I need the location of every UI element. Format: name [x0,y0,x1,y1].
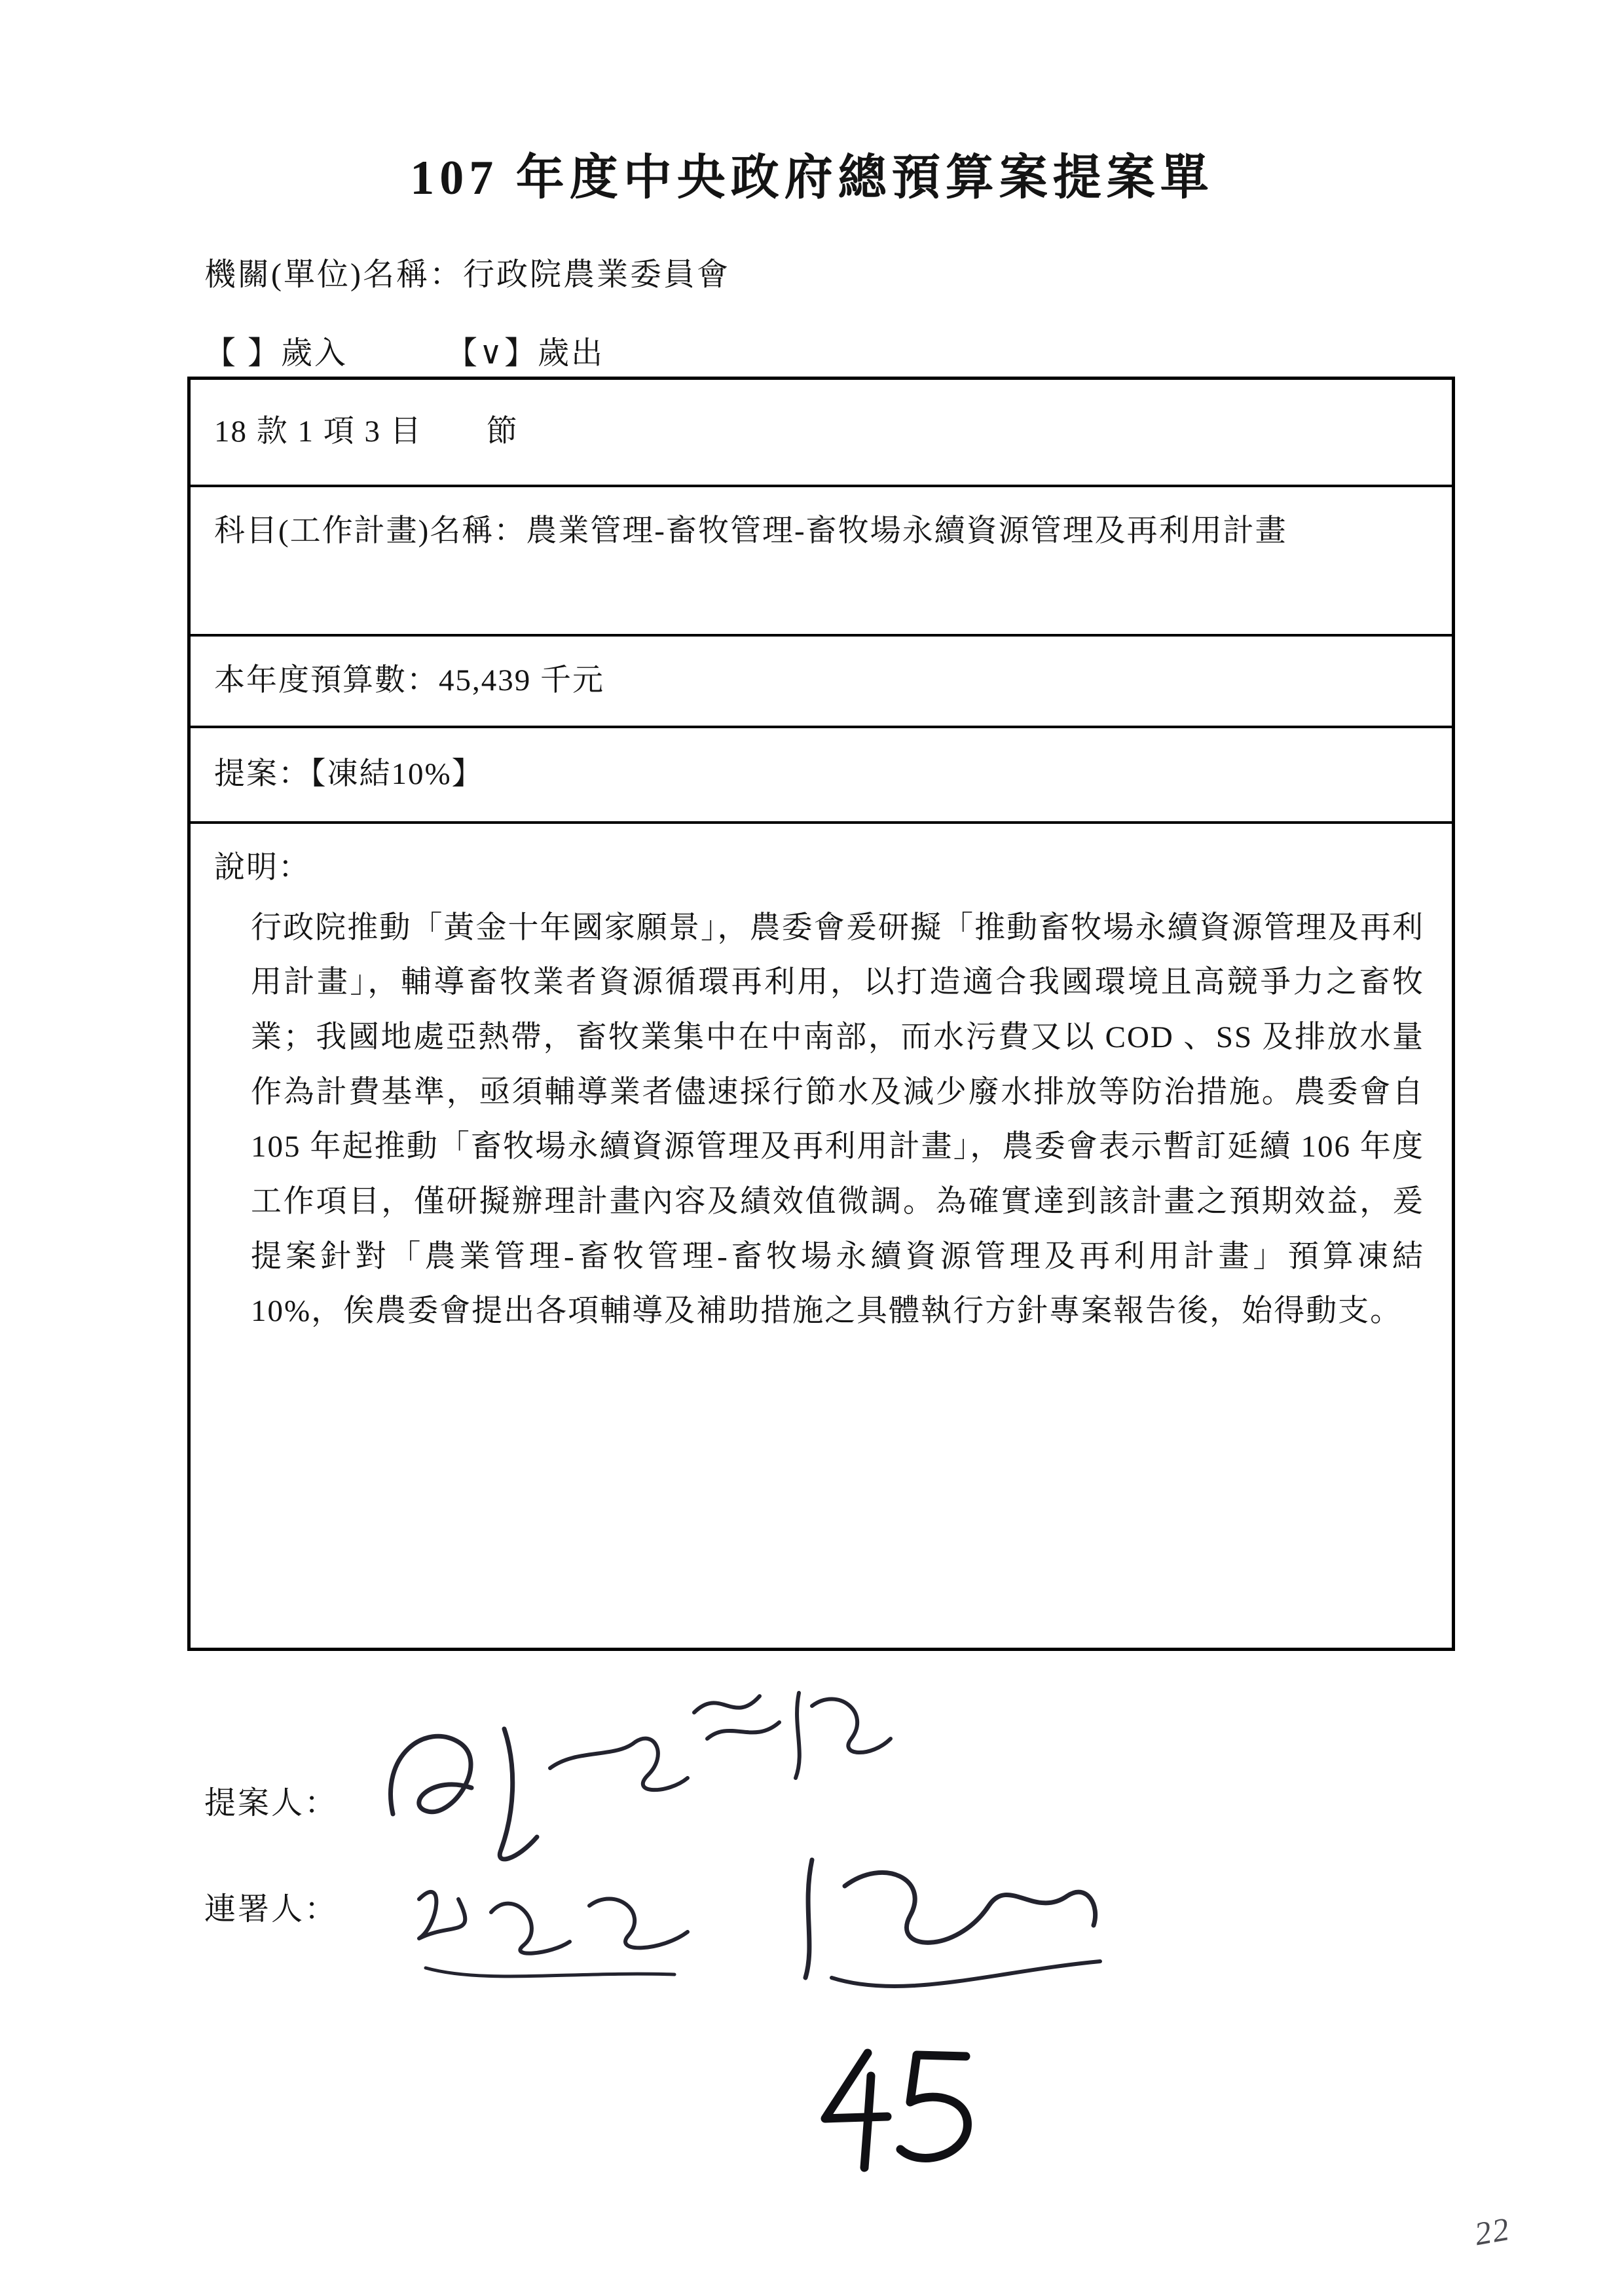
table-row-proposal [191,726,1452,821]
agency-name-line: 機關(單位)名稱：行政院農業委員會 [204,257,730,292]
budget-text: 本年度預算數：45,439 千元 [214,663,604,697]
document-title: 107 年度中央政府總預算案提案單 [410,151,1214,205]
handwritten-page-number-45 [802,2037,1025,2194]
revenue-checkbox-label: 【 】歲入 [204,336,348,371]
revenue-expenditure-line [204,327,604,373]
table-row-item-number [191,380,1452,485]
proposal-table [187,377,1455,1651]
cosigner-label: 連署人： [204,1892,339,1927]
explanation-label: 說明： [214,850,310,885]
cosigner-signature-1-ink [399,1860,707,1991]
explanation-body: 行政院推動「黃金十年國家願景」，農委會爰研擬「推動畜牧場永續資源管理及再利用計畫」，輔導畜牧業者資源循環再利用，以打造適合我國環境且高競爭力之畜牧業；我國地處亞熱帶，畜牧業集中在中南部，而水污費又以 COD 、SS 及排放水量作為計費基準，亟須輔導業者儘速採行節水及減少廢水排放等防治措施。農委會自 105 年起推動「畜牧場永續資源管理及再利用計畫」，農委會表示暫訂延續 106 年度工作項目，僅研擬辦理計畫內容及績效值微調。為確實達到該計畫之預期效益，爰提案針對「農業管理-畜牧管理-畜牧場永續資源管理及再利用計畫」預算凍結 10%，俟農委會提出各項輔導及補助措施之具體執行方針專案報告後，始得動支。 [251,910,1424,1329]
table-row-subject [191,485,1452,634]
item-number-text: 18 款 1 項 3 目 節 [214,415,519,449]
table-row-budget [191,634,1452,726]
proposer-label: 提案人： [204,1786,339,1821]
proposal-text: 提案：【凍結10%】 [214,756,484,791]
proposer-signature-2-ink [681,1667,904,1798]
expenditure-checkbox-label: 【∨】歲出 [446,336,605,371]
corner-page-number: 22 [1471,2210,1513,2253]
cosigner-signature-2-ink [786,1834,1126,2010]
table-row-explanation [191,821,1452,1648]
subject-text: 科目(工作計畫)名稱：農業管理-畜牧管理-畜牧場永續資源管理及再利用計畫 [214,514,1287,548]
proposer-signature-ink [354,1696,707,1873]
